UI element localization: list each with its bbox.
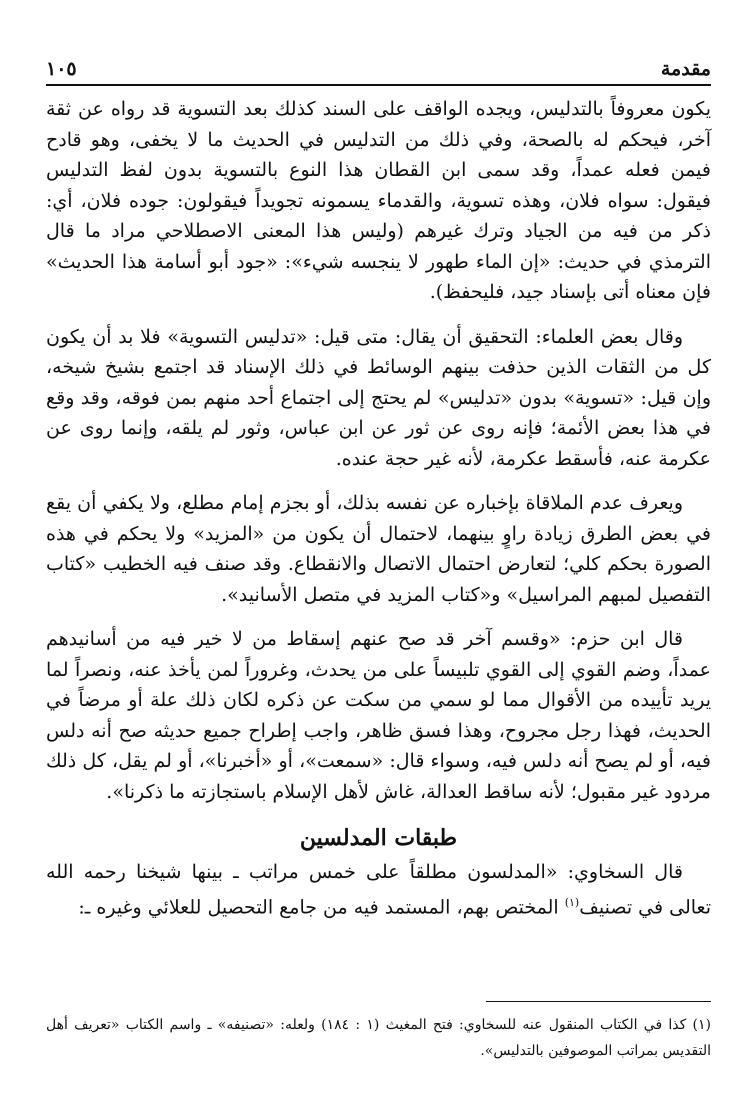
running-header <box>46 48 711 80</box>
footnote-rule <box>486 1001 711 1002</box>
paragraph-4-text: قال ابن حزم: «وقسم آخر قد صح عنهم إسقاط من لا خير فيه من أسانيدهم عمداً، وضم القوي إلى القوي تلبيساً على من يحدث، وغروراً لمن يأخذ عنه، ونصراً لما يريد تأييده من الأقوال مما لو سمي من سكت عن ذكره لكان ذلك علة أو مرضاً في الحديث، فهذا رجل مجروح، وهذا فسق ظاهر، واجب إطراح جميع حديثه صح أنه دلس فيه، أو لم يصح أنه دلس فيه، وسواء قال: «سمعت»، أو «أخبرنا»، أو لم يقل، كل ذلك مردود غير مقبول؛ لأنه ساقط العدالة، غاش لأهل الإسلام باستجازته ما ذكرنا». <box>46 628 711 803</box>
paragraph-2 <box>46 322 711 475</box>
header-title: مقدمة <box>660 58 711 80</box>
paragraph-4 <box>46 624 711 807</box>
main-text <box>46 94 711 936</box>
footnote: (١) كذا في الكتاب المنقول عنه للسخاوي: فتح المغيث (١ : ١٨٤) ولعله: «تصنيفه» ـ واسم الكتاب «تعريف أهل التقديس بمراتب الموصوفين بالتدليس». <box>46 1017 711 1059</box>
header-rule <box>46 84 711 86</box>
section-paragraph <box>46 857 711 922</box>
section-text-after-note: المختص بهم، المستمد فيه من جامع التحصيل للعلائي وغيره ـ: <box>78 895 565 918</box>
page-number: ١٠٥ <box>46 58 77 80</box>
paragraph-1-text: يكون معروفاً بالتدليس، ويجده الواقف على السند كذلك بعد التسوية قد رواه عن ثقة آخر، فيحكم له بالصحة، وفي ذلك من التدليس في الحديث ما لا يخفى، وهو قادح فيمن فعله عمداً، وقد سمى ابن القطان هذا النوع بالتسوية بدون لفظ التدليس فيقول: سواه فلان، وهذه تسوية، والقدماء يسمونه تجويداً فيقولون: جوده فلان، أي: ذكر من فيه من الجياد وترك غيرهم (وليس هذا المعنى الاصطلاحي مراد ما قال الترمذي في حديث: «إن الماء طهور لا ينجسه شيء»: «جود أبو أسامة هذا الحديث» فإن معناه أتى بإسناد جيد، فليحفظ). <box>46 98 711 303</box>
paragraph-3 <box>46 488 711 610</box>
book-page <box>46 0 711 1095</box>
section-title: طبقات المدلسين <box>299 825 458 851</box>
paragraph-3-text: ويعرف عدم الملاقاة بإخباره عن نفسه بذلك، أو بجزم إمام مطلع، ولا يكفي أن يقع في بعض الطرق زيادة راوٍ بينهما، لاحتمال أن يكون من «المزيد» ولا يحكم في هذه الصورة بحكم كلي؛ لتعارض احتمال الاتصال والانقطاع. وقد صنف فيه الخطيب «كتاب التفصيل لمبهم المراسيل» و«كتاب المزيد في متصل الأسانيد». <box>46 492 711 606</box>
footnote-marker: (١) <box>564 895 580 909</box>
section-text-before-note: قال السخاوي: «المدلسون مطلقاً على خمس مراتب ـ بينها شيخنا رحمه الله تعالى في تصنيف <box>46 861 711 918</box>
paragraph-2-text: وقال بعض العلماء: التحقيق أن يقال: متى قيل: «تدليس التسوية» فلا بد أن يكون كل من الثقات الذين حذفت بينهم الوسائط في ذلك الإسناد قد اجتمع بشيخ شيخه، وإن قيل: «تسوية» بدون «تدليس» لم يحتج إلى اجتماع أحد منهم بمن فوقه، وقد وقع في هذا بعض الأئمة؛ فإنه روى عن ثور عن ابن عباس، وثور لم يلقه، وإنما روى عن عكرمة عنه، فأسقط عكرمة، لأنه غير حجة عنده. <box>46 325 711 470</box>
paragraph-1 <box>46 94 711 308</box>
